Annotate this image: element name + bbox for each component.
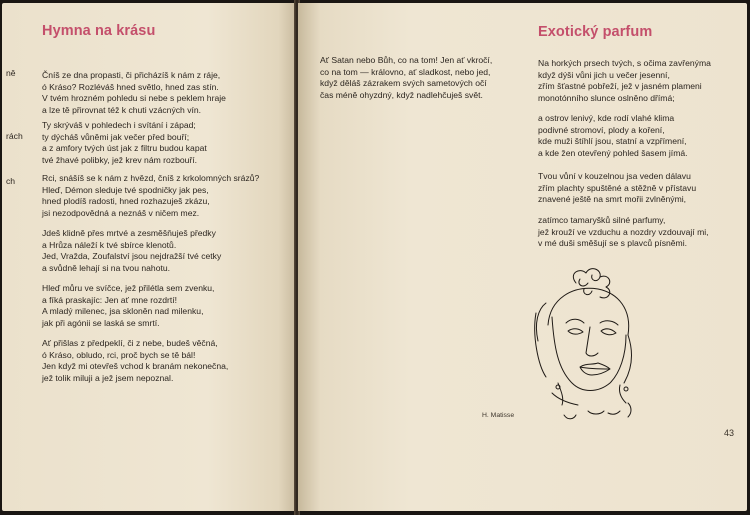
- verse-line: A mladý milenec, jsa skloněn nad milenku,: [42, 306, 204, 317]
- verse-line: jež krouží ve vzduchu a nozdry vzdouvají mi,: [538, 226, 709, 237]
- hair-curl-detail: [579, 275, 600, 295]
- verse-line: čas méně ohyzdný, když nadlehčuješ svět.: [320, 89, 483, 100]
- face-contour: [552, 317, 626, 391]
- margin-fragment: ně: [6, 68, 16, 78]
- stanza: [538, 215, 709, 250]
- nose: [586, 327, 598, 356]
- verse-line: jsi nezodpovědná a neznáš v ničem mez.: [42, 207, 200, 218]
- face-right-contour: [624, 335, 631, 383]
- matisse-portrait-drawing: [528, 265, 638, 425]
- verse-line: Čníš ze dna propasti, či přicházíš k nám z ráje,: [42, 70, 221, 80]
- verse-line: zřím šťastné pobřeží, jež v jasném plameni: [538, 81, 702, 92]
- verse-line: a svůdně lehají si na tvou nahotu.: [42, 262, 171, 273]
- verse-line: Ať Satan nebo Bůh, co na tom! Jen ať vkročí,: [320, 55, 493, 65]
- verse-line: Na horkých prsech tvých, s očima zavřenýma: [538, 58, 711, 68]
- poem-title-hymna: Hymna na krásu: [42, 23, 156, 39]
- poem-title-exoticky-parfum: Exotický parfum: [538, 24, 653, 40]
- verse-line: Jed, Vražda, Zoufalství jsou nejdražší tvé cetky: [42, 251, 222, 262]
- stanza-continuation: [320, 55, 492, 101]
- illustration-credit: H. Matisse: [482, 412, 515, 419]
- stanza: [538, 113, 688, 159]
- verse-line: Ty skrýváš v pohledech i svítání i západ;: [42, 120, 196, 130]
- stanza: [538, 58, 711, 104]
- eyes: [568, 329, 616, 335]
- earring-right: [624, 387, 628, 391]
- shoulder-marks: [564, 403, 631, 419]
- stanza: [42, 173, 259, 219]
- verse-line: Ať přišlas z předpeklí, či z nebe, budeš věčná,: [42, 338, 218, 348]
- verse-line: zatímco tamaryšků silné parfumy,: [538, 215, 666, 225]
- verse-line: a Hrůza náleží k tvé sbírce klenotů.: [42, 239, 177, 250]
- eyebrows: [566, 319, 618, 325]
- lips: [580, 363, 610, 375]
- margin-fragment: rách: [6, 131, 23, 141]
- margin-fragment: ch: [6, 176, 16, 186]
- verse-line: ty dýcháš vůněmi jak večer před bouří;: [42, 131, 190, 142]
- verse-line: kde muži štíhlí jsou, statní a vzpřímení,: [538, 136, 687, 147]
- right-page: [298, 3, 747, 511]
- verse-line: ó Krásо? Rozléváš hned světlo, hned zas stín.: [42, 81, 219, 92]
- verse-line: jak při agónii se laská se smrtí.: [42, 317, 160, 328]
- verse-line: a ostrov lenivý, kde rodí vlahé klima: [538, 113, 675, 123]
- verse-line: a z amfory tvých úst jak z filtru budou kapat: [42, 143, 207, 154]
- verse-line: Tvou vůní v kouzelnou jsa veden dálavu: [538, 171, 691, 181]
- verse-line: podivné stromoví, plody a koření,: [538, 124, 665, 135]
- verse-line: když dýši vůni jich u večer jesenní,: [538, 69, 670, 80]
- verse-line: v mé duši směšují se s plavců písněmi.: [538, 238, 688, 249]
- stanza: [538, 171, 696, 206]
- stanza: [42, 283, 214, 329]
- verse-line: a kde žen otevřený pohled šasem jímá.: [538, 147, 688, 158]
- left-page: [2, 3, 296, 511]
- stanza: [42, 338, 228, 384]
- verse-line: tvé žhavé polibky, jež krev nám rozbouří.: [42, 154, 198, 165]
- verse-line: zřím plachty spuštěné a stěžně v přístavu: [538, 182, 697, 193]
- verse-line: Hleď, Démon sleduje tvé spodničky jak pes,: [42, 184, 209, 195]
- headwrap-line: [548, 288, 629, 335]
- verse-line: jež tolik miluji a jež jsem nepoznal.: [42, 372, 174, 383]
- verse-line: ó Kráso, obludo, rci, proč bych se tě bál!: [42, 349, 196, 360]
- neck: [558, 383, 626, 405]
- verse-line: Rci, snášíš se k nám z hvězd, čníš z krkolomných srázů?: [42, 173, 260, 183]
- verse-line: Jen když mi otevřeš vchod k branám nekonečna,: [42, 361, 229, 372]
- verse-line: Jdeš klidně přes mrtvé a zesměšňuješ předky: [42, 228, 216, 238]
- hair-left-inner: [536, 303, 546, 341]
- verse-line: když děláš zázrakem svých sametových očí: [320, 78, 487, 89]
- verse-line: a fíká praskajíc: Jen ať mne rozdrtí!: [42, 294, 178, 305]
- page-number: 43: [724, 428, 735, 438]
- verse-line: monotónního slunce oslněno dřímá;: [538, 92, 675, 103]
- verse-line: co na tom — královno, ať sladkost, nebo jed,: [320, 66, 491, 77]
- verse-line: hned plodíš radosti, hned rozhazuješ zkázu,: [42, 196, 210, 207]
- stanza: [42, 228, 221, 274]
- verse-line: znavené ještě na smrt mořii zvlněnými,: [538, 194, 687, 205]
- stanza: [42, 70, 226, 116]
- verse-line: a lze tě přirovnat též k chuti vzácných vín.: [42, 104, 202, 115]
- verse-line: V tvém hrozném pohledu si nebe s peklem hraje: [42, 93, 226, 104]
- verse-line: Hleď můru ve svíčce, jež přilétla sem zvenku,: [42, 283, 215, 293]
- stanza: [42, 120, 207, 166]
